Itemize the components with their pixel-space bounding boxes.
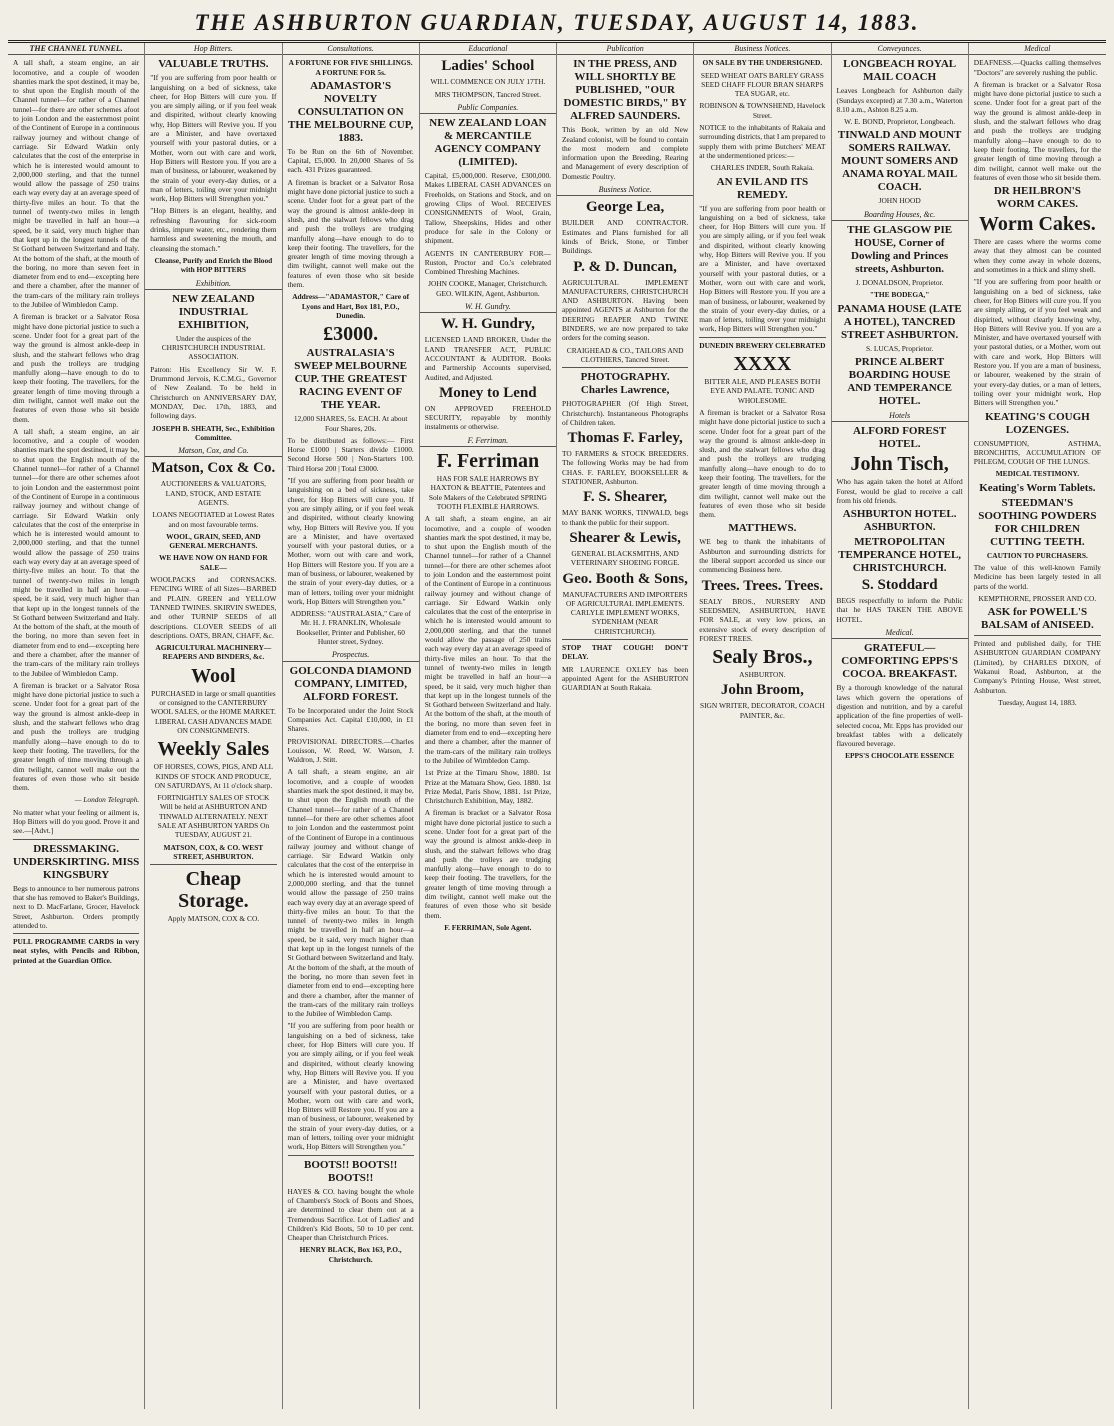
section-header: Public Companies. [420,102,556,114]
advt-title: £3000. [323,323,379,346]
advt-body: "If you are suffering from poor health or languishing on a bed of sickness, take cheer, for Hop Bitters will cure you. If you are simply ailing, or if you feel weak and dispirited, without clearly knowing why, Hop Bitters will Revive you. If you are a Minister, and have overtaxed yourself with your pastoral duties, or a Mother, worn out with care and work, Hop Bitters will Restore you. If you are a man of business, or labourer, weakened by the strain of your every-day duties, or a man of letters, toiling over your midnight work, Hop Bitters will Strengthen you." [287,1021,414,1152]
section-header: Medical [969,43,1106,55]
advt-body: WOOL, GRAIN, SEED, AND GENERAL MERCHANTS. [166,531,261,551]
advt-body: BEGS respectfully to inform the Public that he HAS TAKEN THE ABOVE HOTEL. [836,596,963,624]
section-header: Conveyances. [832,43,968,55]
advt-body: AGRICULTURAL MACHINERY—REAPERS AND BINDERS, &c. [155,643,272,662]
article-body: A fireman is bracket or a Salvator Rosa might have done pictorial justice to such a scene. Under foot for a great part of the way the ground is almost ankle-deep in slush, and the stalwart fellows who drag and push the trolleys are trudging manfully along—have enough to do to keep their footing. The travellers, for the greater length of time moving through a dim twilight, cannot well make out the features of even those who sit beside them. [13,312,140,424]
advt-body: Leaves Longbeach for Ashburton daily (Sundays excepted) at 7.30 a.m., Waterton 8.10 a.m., Ashton 8.25 a.m. [836,86,963,114]
advt-signature: W. E. BOND, Proprietor, Longbeach. [844,117,956,127]
section-header: Consultations. [283,43,419,55]
advt-title: MEDICAL TESTIMONY. [995,469,1080,479]
advt-title: "THE BODEGA," [869,290,930,300]
advt-title: Geo. Booth & Sons, [562,570,688,587]
section-header: W. H. Gundry. [420,301,556,313]
advt-title: F. Ferriman [436,450,540,473]
advt-title: PHOTOGRAPHY. Charles Lawrence, [580,371,670,397]
column-8 [969,43,1106,1409]
advt-body: 1st Prize at the Timaru Show, 1880. 1st Prize at the Matuara Show, Geo. 1880. 1st Prize Medal, Paris Show, 1881. 1st Prize, Christchurch Exhibition, May, 1882. [424,768,551,806]
advt-title: ALFORD FOREST HOTEL. [853,425,947,451]
advt-signature: HENRY BLACK, Box 163, P.O., Christchurch. [299,1245,402,1264]
advt-slogan: Cleanse, Purify and Enrich the Blood with HOP BITTERS [154,255,273,275]
advt-title: NEW ZEALAND INDUSTRIAL EXHIBITION, [172,292,255,331]
advt-body: SIGN WRITER, DECORATOR, COACH PAINTER, &c. [699,701,825,720]
advt-body: There are cases where the worms come away that they almost can be counted when they come away in whole dozens, and sometimes in a thick and slimy shell. [973,237,1101,275]
advt-title: NEW ZEALAND LOAN & MERCANTILE AGENCY COMPANY (LIMITED). [429,117,547,169]
advt-body: Begs to announce to her numerous patrons that she has removed to Baker's Buildings, next to D. MacFarlane, Grocer, Havelock Street, Ashburton. Orders promptly attended to. [13,883,140,930]
advt-title: Ladies' School [441,58,535,75]
advt-title: ASHBURTON HOTEL. ASHBURTON. [842,508,957,534]
advt-body: Apply MATSON, COX & CO. [167,914,260,924]
advt-title: W. H. Gundry, [440,316,535,333]
advt-title: AN EVIL AND ITS REMEDY. [716,175,809,201]
column-3 [283,43,420,1409]
advt-sub: ASHBURTON. [739,670,786,680]
section-header: Publication [557,43,693,55]
section-header: Hop Bitters. [145,43,281,55]
advt-body: WE beg to thank the inhabitants of Ashburton and surrounding districts for the liberal support accorded us since our commencing Business here. [699,537,826,575]
article-source: — London Telegraph. [74,795,140,805]
advt-body: TO FARMERS & STOCK BREEDERS. The following Works may be had from CHAS. F. FARLEY, BOOKSELLER & STATIONER, Ashburton. [562,449,689,487]
advt-title: CAUTION TO PURCHASERS. [986,550,1088,560]
advt-body: WILL COMMENCE ON JULY 17TH. [430,77,546,87]
advt-title: AUSTRALASIA'S SWEEP MELBOURNE CUP. THE GREATEST RACING EVENT OF THE YEAR. [294,347,408,412]
advt-title: Worm Cakes. [979,213,1096,236]
advt-title: LONGBEACH ROYAL MAIL COACH [843,58,957,84]
advt-body: PHOTOGRAPHER (Of High Street, Christchurch). Instantaneous Photographs of Children taken. [562,399,689,427]
advt-body: HAS FOR SALE HARROWS BY HAXTON & BEATTIE, Patentees and Sole Makers of the Celebrated SPRING TOOTH FLEXIBLE HARROWS. [428,474,547,511]
advt-body: The value of this well-known Family Medicine has been largely tested in all parts of the world. [973,562,1101,591]
advt-body: "If you are suffering from poor health or languishing on a bed of sickness, take cheer, for Hop Bitters will cure you. If you are simply ailing, or if you feel weak and dispirited, without clearly knowing why, Hop Bitters will Revive you. If you are a Minister, and have overtaxed yourself with your pastoral duties, or a Mother, worn out with care and work, Hop Bitters will Restore you. If you are a man of business, or labourer, weakened by the strain of your every-day duties, or a man of letters, toiling over your midnight work, Hop Bitters will Strengthen you." [287,476,414,606]
advt-signature: CRAIGHEAD & CO., TAILORS AND CLOTHIERS, Tancred Street. [566,345,684,364]
advt-body: OF HORSES, COWS, PIGS, AND ALL KINDS OF STOCK AND PRODUCE, ON SATURDAYS, At 11 o'clock sharp. [153,762,274,790]
advt-body: NOTICE to the inhabitants of Rakaia and surrounding districts, that I am prepared to supply them with prime Butchers' MEAT at the undermentioned prices:— [699,123,826,160]
advt-body: BITTER ALE, AND PLEASES BOTH EYE AND PALATE. TONIC AND WHOLESOME. [704,377,821,405]
advt-body: CONSUMPTION, ASTHMA, BRONCHITIS, ACCUMULATION OF PHLEGM, COUGH OF THE LUNGS. [973,438,1101,467]
advt-sub: Under the auspices of the CHRISTCHURCH INDUSTRIAL ASSOCIATION. [161,333,266,362]
advt-body: FORTNIGHTLY SALES OF STOCK Will be held at ASHBURTON AND TINWALD ALTERNATELY. NEXT SALE AT ASHBURTON YARDS On TUESDAY, AUGUST 21. [157,793,270,840]
advt-signature: CHARLES INDER, South Rakaia. [710,163,814,173]
advt-title: John Tisch, [850,453,949,476]
column-1 [8,43,145,1409]
section-header: Business Notice. [557,184,693,196]
article-body: A tall shaft, a steam engine, an air locomotive, and a couple of wooden shanties mark the spot destined, it may be, to shut upon the English mouth of the Channel tunnel—for rather of a Channel tunnel—for there are other schemes afoot to join London and the easternmost point of the Continent of Europe in a continuous railway journey and without change of carriage. Sir Edward Watkin only calculates that the cost of the enterprise in which he is interested would amount to 2,000,000 sterling, and that the tunnel would allow the passage of 250 trains each way every day at an average speed of thirty-five miles an hour. To that the tunnel of twenty-two miles in length might be travelled in half an hour—a speed, be it said, very much higher than that kept up in the longest tunnels of the St Gothard between Switzerland and Italy. At the bottom of the shaft, at the mouth of the boring, no more than seven feet in diameter from end to end—excepting here and there a chamber, after the manner of the tram-cars of the military rain trolleys to the Jubilee of Wimbledon Camp. [13,58,140,310]
advt-body: MR LAURENCE OXLEY has been appointed Agent for the ASHBURTON GUARDIAN at South Rakaia. [562,664,689,693]
advt-body: ON APPROVED FREEHOLD SECURITY, repayable by monthly instalments or otherwise. [424,403,551,432]
article-body: A fireman is bracket or a Salvator Rosa might have done pictorial justice to such a scene. Under foot for a great part of the way the ground is almost ankle-deep in slush, and the stalwart fellows who drag and push the trolleys are trudging manfully along—have enough to do to keep their footing. The travellers, for the greater length of time moving through a dim twilight, cannot well make out the features of even those who sit beside them. [13,680,140,793]
advt-title: METROPOLITAN TEMPERANCE HOTEL, CHRISTCHURCH. [838,536,962,575]
advt-body: AGENTS IN CANTERBURY FOR—Ruston, Proctor and Co.'s celebrated Combined Threshing Machines. [424,248,551,277]
advt-body: PULL PROGRAMME CARDS in very neat styles, with Pencils and Ribbon, printed at the Guardian Office. [13,937,140,965]
advt-title: Thomas F. Farley, [567,430,683,447]
advt-title: Trees. Trees. Trees. [701,577,824,594]
advt-body: A fireman is bracket or a Salvator Rosa might have done pictorial justice to such a scene. Under foot for a great part of the way the ground is almost ankle-deep in slush, and the stalwart fellows who drag and push the trolleys are trudging manfully along—have enough to do to keep their footing. The travellers, for the greater length of time moving through a dim twilight, cannot well make out the features of even those who sit beside them. [287,177,414,290]
advt-title: TINWALD AND MOUNT SOMERS RAILWAY. MOUNT SOMERS AND ANAMA ROYAL MAIL COACH. [837,129,962,194]
advt-title: XXXX [733,353,792,376]
advt-title: STOP THAT COUGH! DON'T DELAY. [562,642,689,662]
section-header: Educational [420,43,556,55]
advt-body: To be distributed as follows:— First Horse £1000 | Starters divide £1000. Second Horse 500 | Non-Starters 100. Third Horse 200 | Total £3000. [287,435,414,473]
advt-body: A tall shaft, a steam engine, an air locomotive, and a couple of wooden shanties mark the spot destined, it may be, to shut upon the English mouth of the Channel tunnel—for rather of a Channel tunnel—for there are other schemes afoot to join London and the easternmost point of the Continent of Europe in a continuous railway journey and without change of carriage. Sir Edward Watkin only calculates that the cost of the enterprise in which he is interested would amount to 2,000,000 sterling, and that the tunnel would allow the passage of 250 trains each way every day at an average speed of thirty-five miles an hour. To that the tunnel of twenty-two miles in length might be travelled in half an hour—a speed, be it said, very much higher than that kept up in the longest tunnels of the St Gothard between Switzerland and Italy. At the bottom of the shaft, at the mouth of the boring, no more than seven feet in diameter from end to end—excepting here and there a chamber, after the manner of the tram-cars of the military rain trolleys to the Jubilee of Wimbledon Camp. [424,514,551,765]
advt-title: ON SALE BY THE UNDERSIGNED. [702,58,823,68]
advt-signature: MRS THOMPSON, Tancred Street. [434,89,541,99]
imprint: Printed and published daily, for THE ASHBURTON GUARDIAN COMPANY (Limited), by CHARLES DIXON, of Wakanui Road, Ashburton, at the Company's Printing House, West street, Ashburton. [973,639,1101,695]
advt-body: PROVISIONAL DIRECTORS.—Charles Louisson, W. Reed, W. Watson, J. Waldron, J. Stitt. [287,736,414,765]
section-header: F. Ferriman. [420,435,556,447]
column-6 [694,43,831,1409]
advt-title: Cheap Storage. [178,868,249,913]
advt-body: "Hop Bitters is an elegant, healthy, and refreshing flavouring for sick-room drinks, impure water, etc., rendering them harmless and sweetening the mouth, and cleansing the stomach." [150,206,277,253]
advt-title: F. S. Shearer, [583,489,668,506]
advt-body: BUILDER AND CONTRACTOR. Estimates and Plans furnished for all kinds of Brick, Stone, or Timber Buildings. [562,218,689,256]
advt-title: S. Stoddard [861,577,938,594]
advt-title: PRINCE ALBERT BOARDING HOUSE AND TEMPERANCE HOTEL. [847,355,952,407]
advt-title: Weekly Sales [157,738,270,761]
advt-title: DR HEILBRON'S WORM CAKES. [993,185,1081,211]
advt-signature: S. LUCAS, Proprietor. [866,343,934,353]
advt-title: STEEDMAN'S SOOTHING POWDERS FOR CHILDREN CUTTING TEETH. [978,496,1097,548]
column-5 [557,43,694,1409]
advt-title: GOLCONDA DIAMOND COMPANY, LIMITED, ALFORD FOREST. [289,664,412,703]
advt-body: Who has again taken the hotel at Alford Forest, would be glad to receive a call from his old friends. [836,477,963,505]
section-header: Business Notices. [694,43,830,55]
advt-signature: KEMPTHORNE, PROSSER AND CO. [978,593,1097,603]
advt-title: P. & D. Duncan, [573,258,677,275]
column-7 [832,43,969,1409]
advt-title: Shearer & Lewis, [569,529,681,546]
advt-body: MANUFACTURERS AND IMPORTERS OF AGRICULTURAL IMPLEMENTS. CARLYLE IMPLEMENT WORKS, SYDENHAM (NEAR CHRISTCHURCH). [562,589,688,636]
advt-body: HAYES & CO. having bought the whole of Chambers's Stock of Boots and Shoes, are determined to clear them out at a Tremendous Sacrifice. Lot of Ladies' and Children's Kid Boots, 50 to 10 per cent. Cheaper than Christchurch Prices. [287,1186,414,1243]
advt-signature: ROBINSON & TOWNSHEND, Havelock Street. [699,101,826,120]
section-header: Hotels [832,410,968,422]
advt-signature: ADDRESS: "AUSTRALASIA," Care of Mr. H. J. FRANKLIN, Wholesale Bookseller, Printer and Publisher, 60 Hunter street, Sydney. [290,609,411,647]
column-4 [420,43,557,1409]
advt-title: Matson, Cox & Co. [151,460,276,477]
advt-title: John Broom, [720,682,804,699]
advt-body: LOANS NEGOTIATED at Lowest Rates and on most favourable terms. [152,510,275,529]
advt-title: DUNEDIN BREWERY CELEBRATED [699,340,826,350]
advt-title: THE GLASGOW PIE HOUSE, Corner of Dowling and Princes streets, Ashburton. [847,224,953,276]
advt-body: WOOLPACKS and CORNSACKS. FENCING WIRE of all Sizes—BARBED and PLAIN. GREEN and YELLOW TANNED TWINES. SKIRVIN SWEDES, and other TURNIP SEEDS of all descriptions. CLOVER SEEDS of all descriptions. OATS, BRAN, CHAFF, &c. [150,575,277,640]
masthead: THE ASHBURTON GUARDIAN, TUESDAY, AUGUST 14, 1883. [8,8,1106,43]
section-header: THE CHANNEL TUNNEL. [8,43,144,55]
advt-body: PURCHASED in large or small quantities or consigned to the CANTERBURY WOOL SALES, or the HOME MARKET. LIBERAL CASH ADVANCES MADE ON CONSIGNMENTS. [150,688,276,735]
advt-body: WE HAVE NOW ON HAND FOR SALE— [159,553,268,572]
advt-body: LICENSED LAND BROKER, Under the LAND TRANSFER ACT, PUBLIC ACCOUNTANT & AUDITOR. Books and Partnership Accounts supervised, Audited, and Adjusted. [424,335,551,382]
advt-note: No matter what your feeling or ailment is, Hop Bitters will do you good. Prove it and see.—[Advt.] [13,807,140,836]
advt-title: George Lea, [585,199,665,216]
advt-title: ADAMASTOR'S NOVELTY CONSULTATION ON THE MELBOURNE CUP, 1883. [288,79,414,144]
advt-body: A fireman is bracket or a Salvator Rosa might have done pictorial justice to such a scene. Under foot for a great part of the way the ground is almost ankle-deep in slush, and the stalwart fellows who drag and push the trolleys are trudging manfully along—have enough to do to keep their footing. The travellers, for the greater length of time moving through a dim twilight, cannot well make out the features of even those who sit beside them. [973,79,1101,182]
advt-body: A tall shaft, a steam engine, an air locomotive, and a couple of wooden shanties mark the spot destined, it may be, to shut upon the English mouth of the Channel tunnel—for rather of a Channel tunnel—for there are other schemes afoot to join London and the easternmost point of the Continent of Europe in a continuous railway journey and without change of carriage. Sir Edward Watkin only calculates that the cost of the enterprise in which he is interested would amount to 2,000,000 sterling, and that the tunnel would allow the passage of 250 trains each way every day at an average speed of thirty-five miles an hour. To that the tunnel of twenty-two miles in length might be travelled in half an hour—a speed, be it said, very much higher than that kept up in the longest tunnels of the St Gothard between Switzerland and Italy. At the bottom of the shaft, at the mouth of the boring, no more than seven feet in diameter from end to end—excepting here and there a chamber, after the manner of the tram-cars of the military rain trolleys to the Jubilee of Wimbledon Camp. [287,767,414,1019]
section-header: Boarding Houses, &c. [832,209,968,221]
advt-body: To be Incorporated under the Joint Stock Companies Act. Capital £10,000, in £1 Shares. [287,705,414,734]
advt-title: BOOTS!! BOOTS!! BOOTS!! [304,1158,398,1184]
column-2 [145,43,282,1409]
advt-sub: AUCTIONEERS & VALUATORS, LAND, STOCK, AND ESTATE AGENTS. [160,479,267,507]
advt-title: MATTHEWS. [728,522,797,535]
advt-body: Patron: His Excellency Sir W. F. Drummond Jervois, K.C.M.G., Governor of New Zealand. To be held in Christchurch on ANNIVERSARY DAY, MONDAY, Dec. 17th, 1883, and following days. [150,364,277,421]
advt-body: A fireman is bracket or a Salvator Rosa might have done pictorial justice to such a scene. Under foot for a great part of the way the ground is almost ankle-deep in slush, and the stalwart fellows who drag and push the trolleys are trudging manfully along—have enough to do to keep their footing. The travellers, for the greater length of time moving through a dim twilight, cannot well make out the features of even those who sit beside them. [699,407,826,520]
advt-title: Wool [191,664,236,687]
advt-body: AGRICULTURAL IMPLEMENT MANUFACTURERS, CHRISTCHURCH AND ASHBURTON. Having been appointed AGENTS at Ashburton for the DEERING REAPER AND TWINE BINDERS, we are now prepared to take orders for the coming season. [562,277,689,343]
article-body: A tall shaft, a steam engine, an air locomotive, and a couple of wooden shanties mark the spot destined, it may be, to shut upon the English mouth of the Channel tunnel—for rather of a Channel tunnel—for there are other schemes afoot to join London and the easternmost point of the Continent of Europe in a continuous railway journey and without change of carriage. Sir Edward Watkin only calculates that the cost of the enterprise in which he is interested would amount to 2,000,000 sterling, and that the tunnel would allow the passage of 250 trains each way every day at an average speed of thirty-five miles an hour. To that the tunnel of twenty-two miles in length might be travelled in half an hour—a speed, be it said, very much higher than that kept up in the longest tunnels of the St Gothard between Switzerland and Italy. At the bottom of the shaft, at the mouth of the boring, no more than seven feet in diameter from end to end—excepting here and there a chamber, after the manner of the tram-cars of the military rain trolleys to the Jubilee of Wimbledon Camp. [13,426,140,678]
section-header: Prospectus. [283,649,419,661]
advt-title: DRESSMAKING. UNDERSKIRTING. MISS KINGSBURY [13,842,140,881]
advt-title: Sealy Bros., [712,646,813,669]
advt-body: MAY BANK WORKS, TINWALD, begs to thank the public for their support. [562,508,689,527]
advt-title: A FORTUNE FOR FIVE SHILLINGS. A FORTUNE FOR 5s. [288,58,413,77]
advt-title: VALUABLE TRUTHS. [158,58,269,71]
advt-body: 12,000 SHARES, 5s. EACH. At about Four Shares, 20s. [293,414,408,433]
advt-body: This Book, written by an old New Zealand colonist, will be found to contain the most modern and complete information upon the Breeding, Rearing and Management of every description of Domestic Poultry. [562,125,689,181]
advt-title: Money to Lend [439,384,537,401]
advt-body: "If you are suffering from poor health or languishing on a bed of sickness, take cheer, for Hop Bitters will cure you. If you are simply ailing, or if you feel weak and dispirited, without clearly knowing why, Hop Bitters will Revive you. If you are a Minister, and have overtaxed yourself with your pastoral duties, or a Mother, worn out with care and work, Hop Bitters will Restore you. If you are a man of business, or labourer, weakened by the strain of your every-day duties, or a man of letters, toiling over your midnight work, Hop Bitters will Strengthen you." [150,73,277,204]
advt-title: GRATEFUL—COMFORTING EPPS'S COCOA. BREAKFAST. [841,642,958,681]
advt-signature: JOHN HOOD [878,196,921,206]
advt-title: ASK for POWELL'S BALSAM of ANISEED. [980,606,1094,632]
advt-body: Capital, £5,000,000. Reserve, £300,000. Makes LIBERAL CASH ADVANCES on Freeholds, on Stations and Stock, and on growing Clips of Wool. RECEIVES CONSIGNMENTS of Wool, Grain, Tallow, Sheepskins, Hides and other produce for sale in the Colony or shipment. [424,171,551,246]
advt-body: By a thorough knowledge of the natural laws which govern the operations of digestion and nutrition, and by a careful application of the fine properties of well-selected cocoa, Mr. Epps has provided our breakfast tables with a delicately flavoured beverage. [836,683,963,749]
imprint-date: Tuesday, August 14, 1883. [998,697,1077,707]
advt-title: Keating's Worm Tablets. [979,481,1096,494]
advt-body: SEED WHEAT OATS BARLEY GRASS SEED CHAFF FLOUR BRAN SHARPS TEA SUGAR, etc. [700,70,824,99]
advt-body: GENERAL BLACKSMITHS, AND VETERINARY SHOEING FORGE. [570,548,680,568]
advt-signature: MATSON, COX, & CO. WEST STREET, ASHBURTON. [163,842,264,861]
advt-body: DEAFNESS.—Quacks calling themselves "Doctors" are severely rushing the public. [973,58,1101,77]
advt-body: To be Run on the 6th of November. Capital, £5,000. In 20,000 Shares of 5s each. 431 Prizes guaranteed. [287,146,414,175]
advt-title: KEATING'S COUGH LOZENGES. [985,410,1090,436]
advt-body: "If you are suffering from poor health or languishing on a bed of sickness, take cheer, for Hop Bitters will cure you. If you are simply ailing, or if you feel weak and dispirited, without clearly knowing why, Hop Bitters will Revive you. If you are a Minister, and have overtaxed yourself with your pastoral duties, or a Mother, worn out with care and work, Hop Bitters will Restore you. If you are a man of business, or labourer, weakened by the strain of your every-day duties, or a man of letters, toiling over your midnight work, Hop Bitters will Strengthen you." [973,277,1101,408]
newspaper-page [8,8,1106,1410]
advt-signature: JOSEPH B. SHEATH, Sec., Exhibition Committee. [152,423,275,442]
section-header: Matson, Cox, and Co. [145,445,281,457]
advt-body: "If you are suffering from poor health or languishing on a bed of sickness, take cheer, for Hop Bitters will cure you. If you are simply ailing, or if you feel weak and dispirited, without clearly knowing why, Hop Bitters will Revive you. If you are a Minister, and have overtaxed yourself with your pastoral duties, or a Mother, worn out with care and work, Hop Bitters will Restore you. If you are a man of business, or labourer, weakened by the strain of your every-day duties, or a man of letters, toiling over your midnight work, Hop Bitters will Strengthen you." [699,203,826,334]
advt-signature: JOHN COOKE, Manager, Christchurch. GEO. WILKIN, Agent, Ashburton. [428,279,548,298]
advt-signature: EPPS'S CHOCOLATE ESSENCE [845,751,955,761]
advt-title: PANAMA HOUSE (LATE A HOTEL), TANCRED STREET ASHBURTON. [837,302,962,341]
advt-signature: J. DONALDSON, Proprietor. [855,278,944,288]
advt-title: IN THE PRESS, AND WILL SHORTLY BE PUBLISHED, "OUR DOMESTIC BIRDS," BY ALFRED SAUNDERS. [563,58,687,123]
advt-body: A fireman is bracket or a Salvator Rosa might have done pictorial justice to such a scene. Under foot for a great part of the way the ground is almost ankle-deep in slush, and the stalwart fellows who drag and push the trolleys are trudging manfully along—have enough to do to keep their footing. The travellers, for the greater length of time moving through a dim twilight, cannot well make out the features of even those who sit beside them. [424,808,551,920]
columns [8,43,1106,1409]
advt-signature: Address—"ADAMASTOR," Care of Lyons and Hart, Box 181, P.O., Dunedin. [292,292,410,320]
section-header: Exhibition. [145,278,281,290]
advt-body: SEALY BROS., NURSERY AND SEEDSMEN, ASHBURTON, HAVE FOR SALE, at very low prices, an extensive stock of every description of FOREST TREES. [699,596,826,643]
advt-signature: F. FERRIMAN, Sole Agent. [444,922,532,932]
section-header: Medical. [832,627,968,639]
